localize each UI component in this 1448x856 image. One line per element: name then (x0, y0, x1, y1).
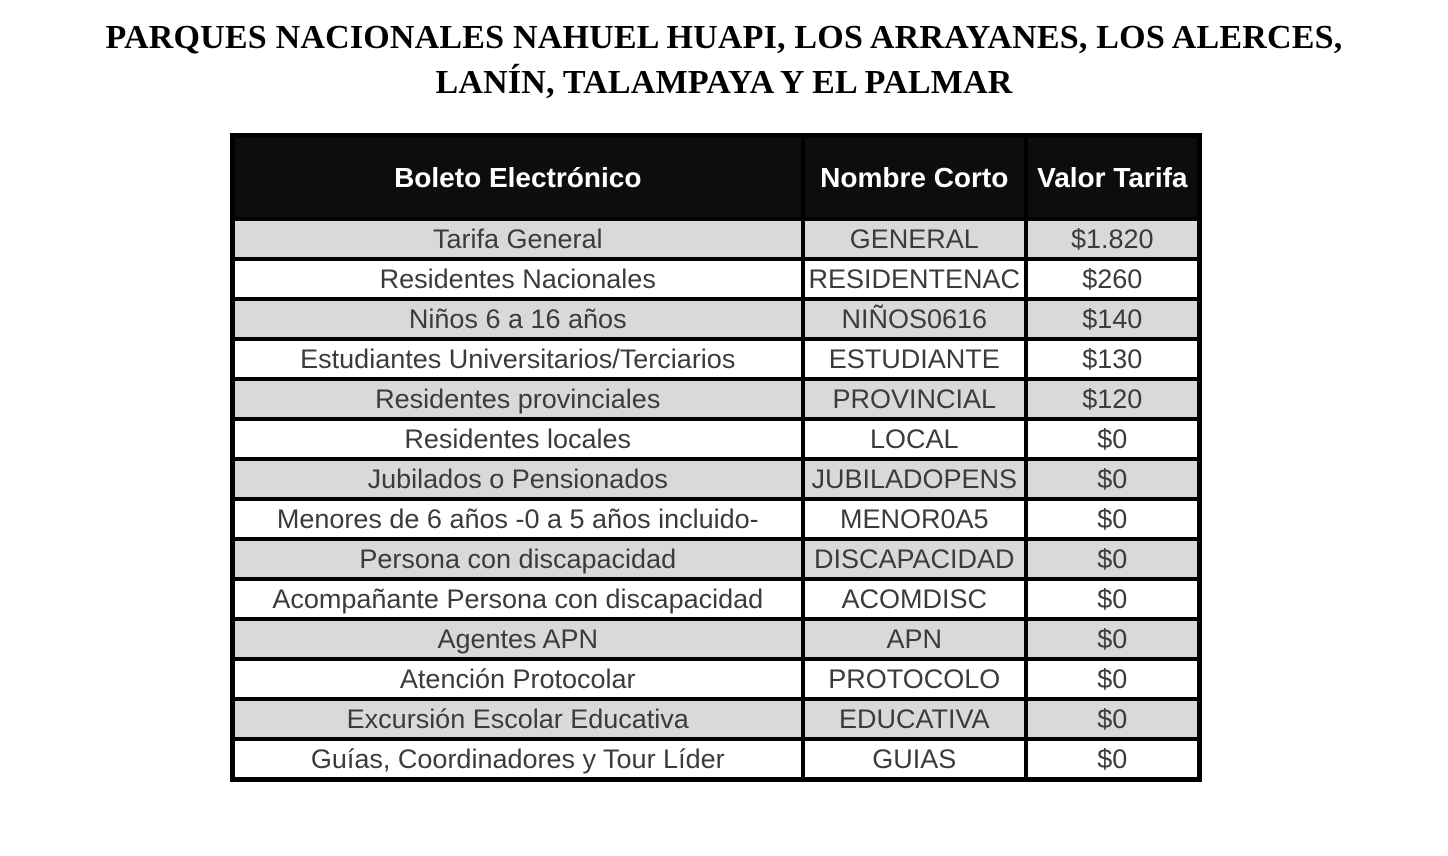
cell-valor-tarifa: $0 (1026, 579, 1199, 619)
cell-boleto: Menores de 6 años -0 a 5 años incluido- (233, 499, 803, 539)
table-row (233, 459, 1200, 499)
cell-nombre-corto: MENOR0A5 (803, 499, 1027, 539)
table-row (233, 219, 1200, 259)
table-row (233, 419, 1200, 459)
cell-nombre-corto: NIÑOS0616 (803, 299, 1027, 339)
cell-boleto: Tarifa General (233, 219, 803, 259)
cell-nombre-corto: RESIDENTENAC (803, 259, 1027, 299)
cell-boleto: Residentes provinciales (233, 379, 803, 419)
cell-nombre-corto: JUBILADOPENS (803, 459, 1027, 499)
cell-valor-tarifa: $0 (1026, 659, 1199, 699)
cell-boleto: Residentes Nacionales (233, 259, 803, 299)
table-header-row (233, 135, 1200, 219)
cell-valor-tarifa: $0 (1026, 459, 1199, 499)
cell-valor-tarifa: $1.820 (1026, 219, 1199, 259)
cell-nombre-corto: ACOMDISC (803, 579, 1027, 619)
table-row (233, 539, 1200, 579)
cell-nombre-corto: EDUCATIVA (803, 699, 1027, 739)
page-title-line2: LANÍN, TALAMPAYA Y EL PALMAR (435, 63, 1013, 101)
table-body (233, 219, 1200, 779)
table-row (233, 339, 1200, 379)
cell-boleto: Persona con discapacidad (233, 539, 803, 579)
cell-valor-tarifa: $0 (1026, 739, 1199, 779)
table-row (233, 659, 1200, 699)
cell-boleto: Niños 6 a 16 años (233, 299, 803, 339)
column-header-boleto-electronico: Boleto Electrónico (233, 135, 803, 219)
cell-boleto: Guías, Coordinadores y Tour Líder (233, 739, 803, 779)
cell-nombre-corto: PROVINCIAL (803, 379, 1027, 419)
table-row (233, 259, 1200, 299)
cell-valor-tarifa: $260 (1026, 259, 1199, 299)
page-title (0, 16, 1448, 106)
table-row (233, 579, 1200, 619)
cell-boleto: Agentes APN (233, 619, 803, 659)
table-row (233, 699, 1200, 739)
cell-boleto: Jubilados o Pensionados (233, 459, 803, 499)
tariff-table (230, 133, 1202, 782)
cell-boleto: Excursión Escolar Educativa (233, 699, 803, 739)
cell-nombre-corto: LOCAL (803, 419, 1027, 459)
cell-valor-tarifa: $140 (1026, 299, 1199, 339)
cell-nombre-corto: APN (803, 619, 1027, 659)
cell-nombre-corto: DISCAPACIDAD (803, 539, 1027, 579)
cell-nombre-corto: GENERAL (803, 219, 1027, 259)
table-row (233, 619, 1200, 659)
page-title-line1: PARQUES NACIONALES NAHUEL HUAPI, LOS ARRAYANES, LOS ALERCES, (105, 19, 1343, 56)
cell-valor-tarifa: $130 (1026, 339, 1199, 379)
cell-nombre-corto: ESTUDIANTE (803, 339, 1027, 379)
column-header-nombre-corto: Nombre Corto (803, 135, 1027, 219)
cell-nombre-corto: GUIAS (803, 739, 1027, 779)
cell-valor-tarifa: $120 (1026, 379, 1199, 419)
table-row (233, 499, 1200, 539)
cell-boleto: Acompañante Persona con discapacidad (233, 579, 803, 619)
cell-boleto: Residentes locales (233, 419, 803, 459)
table-row (233, 739, 1200, 779)
page (0, 16, 1448, 856)
cell-valor-tarifa: $0 (1026, 619, 1199, 659)
cell-valor-tarifa: $0 (1026, 419, 1199, 459)
cell-valor-tarifa: $0 (1026, 699, 1199, 739)
cell-valor-tarifa: $0 (1026, 539, 1199, 579)
table-row (233, 299, 1200, 339)
cell-boleto: Estudiantes Universitarios/Terciarios (233, 339, 803, 379)
table-row (233, 379, 1200, 419)
column-header-valor-tarifa: Valor Tarifa (1026, 135, 1199, 219)
cell-nombre-corto: PROTOCOLO (803, 659, 1027, 699)
cell-valor-tarifa: $0 (1026, 499, 1199, 539)
cell-boleto: Atención Protocolar (233, 659, 803, 699)
